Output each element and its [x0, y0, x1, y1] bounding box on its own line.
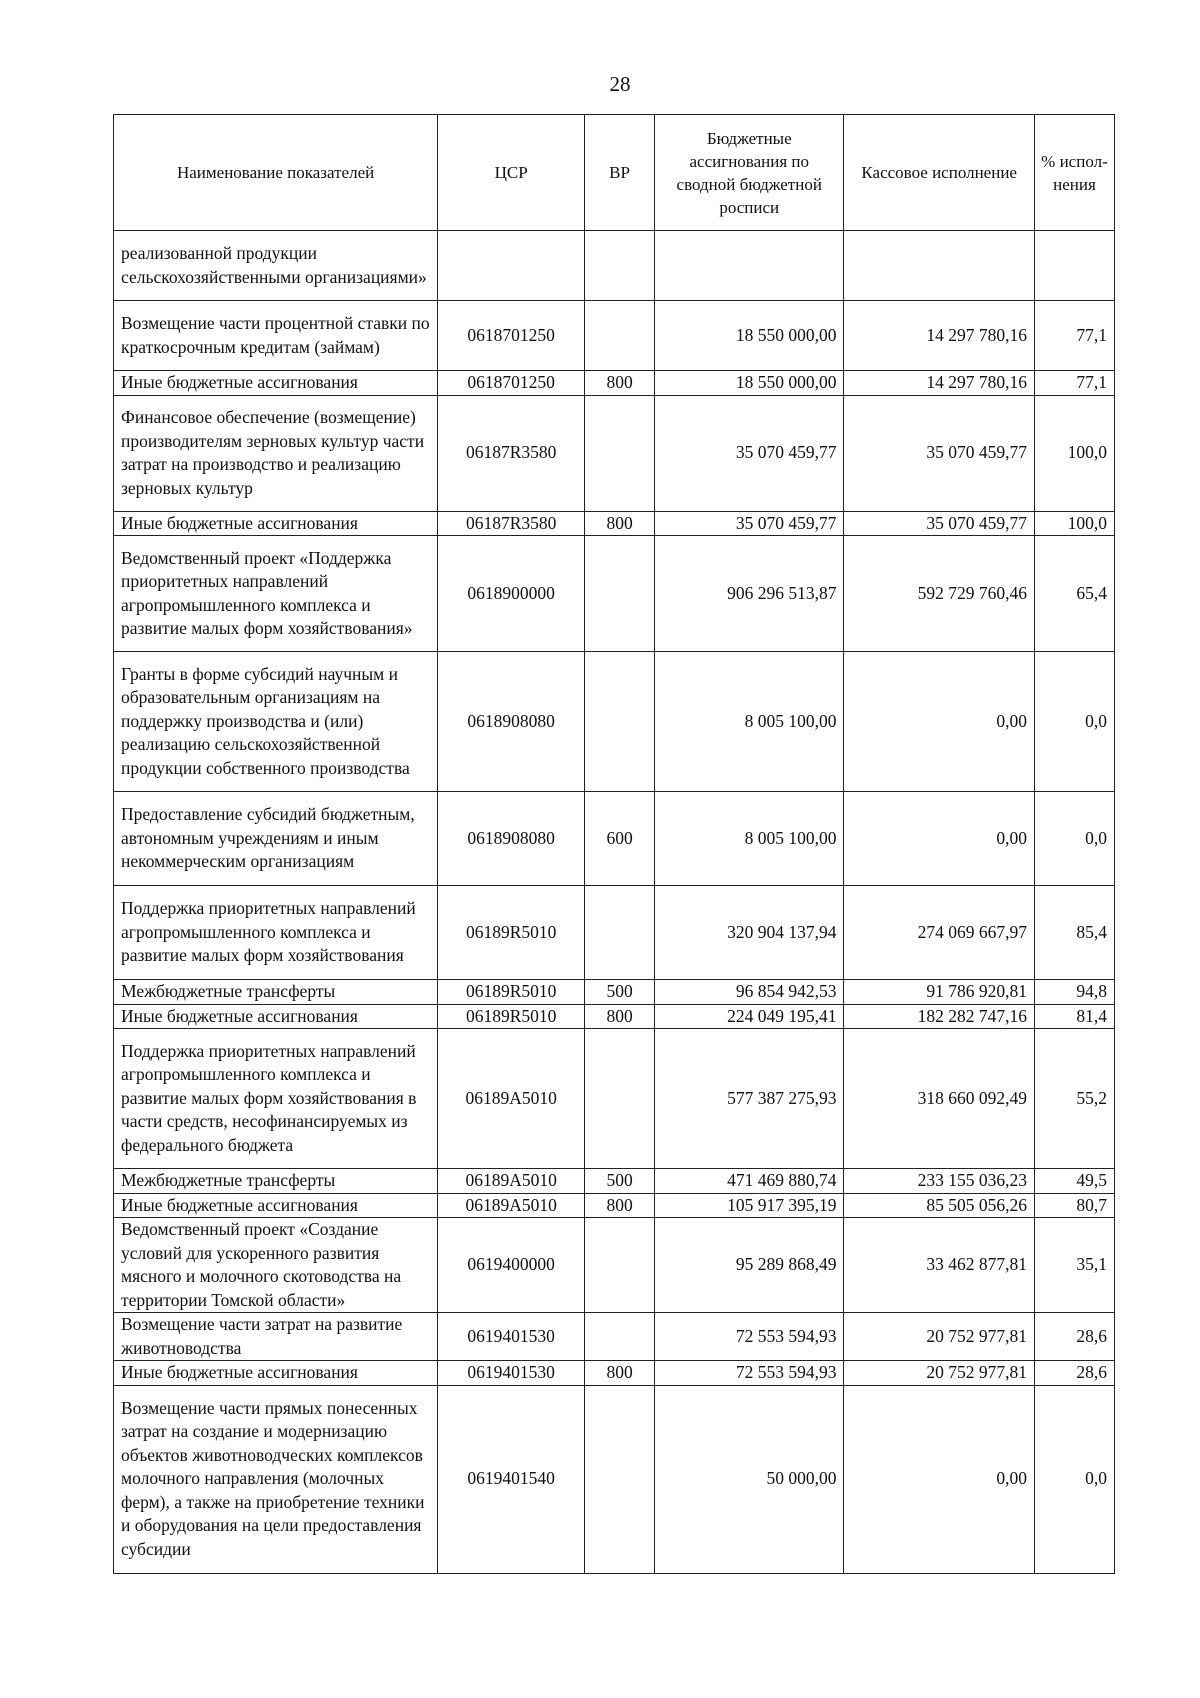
row-pct: 77,1 — [1034, 301, 1114, 371]
table-row — [114, 792, 1115, 886]
row-cash: 233 155 036,23 — [844, 1169, 1034, 1194]
row-name: Иные бюджетные ассигнования — [114, 1361, 438, 1386]
row-name: Возмещение части прямых понесенных затрат на создание и модернизацию объектов животноводческих комплексов молочного направления (молочных ферм), а также на приобретение техники и оборудования на цели предоставления субсидии — [114, 1385, 438, 1573]
row-name: Иные бюджетные ассигнования — [114, 511, 438, 536]
row-csr: 06189A5010 — [438, 1193, 585, 1218]
row-budget — [655, 231, 844, 301]
row-pct: 28,6 — [1034, 1313, 1114, 1361]
row-csr: 0619401530 — [438, 1361, 585, 1386]
row-budget: 35 070 459,77 — [655, 395, 844, 511]
row-vr — [585, 231, 655, 301]
row-pct: 35,1 — [1034, 1218, 1114, 1313]
table-row — [114, 301, 1115, 371]
row-pct: 85,4 — [1034, 886, 1114, 980]
row-csr: 0618908080 — [438, 652, 585, 792]
table-row — [114, 886, 1115, 980]
row-pct — [1034, 231, 1114, 301]
row-pct: 0,0 — [1034, 652, 1114, 792]
header-cash: Кассовое исполнение — [844, 115, 1034, 231]
row-vr — [585, 1218, 655, 1313]
row-vr: 800 — [585, 1004, 655, 1029]
row-budget: 8 005 100,00 — [655, 652, 844, 792]
row-pct: 65,4 — [1034, 536, 1114, 652]
row-name: Гранты в форме субсидий научным и образовательным организациям на поддержку производства и (или) реализацию сельскохозяйственной продукции собственного производства — [114, 652, 438, 792]
row-pct: 100,0 — [1034, 511, 1114, 536]
header-name: Наименование показателей — [114, 115, 438, 231]
row-csr: 0619401540 — [438, 1385, 585, 1573]
table-row — [114, 1029, 1115, 1169]
header-budget: Бюджетные ассигнования по сводной бюджетной росписи — [655, 115, 844, 231]
table-row — [114, 536, 1115, 652]
row-cash: 592 729 760,46 — [844, 536, 1034, 652]
row-csr: 06189R5010 — [438, 1004, 585, 1029]
row-cash: 0,00 — [844, 1385, 1034, 1573]
row-vr — [585, 1385, 655, 1573]
row-budget: 906 296 513,87 — [655, 536, 844, 652]
row-pct: 55,2 — [1034, 1029, 1114, 1169]
table-body — [114, 231, 1115, 1574]
row-budget: 72 553 594,93 — [655, 1313, 844, 1361]
row-vr — [585, 652, 655, 792]
row-vr — [585, 301, 655, 371]
row-cash: 20 752 977,81 — [844, 1361, 1034, 1386]
row-budget: 224 049 195,41 — [655, 1004, 844, 1029]
row-name: Ведомственный проект «Поддержка приоритетных направлений агропромышленного комплекса и развитие малых форм хозяйствования» — [114, 536, 438, 652]
row-cash: 20 752 977,81 — [844, 1313, 1034, 1361]
row-budget: 18 550 000,00 — [655, 371, 844, 396]
row-name: реализованной продукции сельскохозяйственными организациями» — [114, 231, 438, 301]
row-vr — [585, 395, 655, 511]
row-name: Возмещение части процентной ставки по краткосрочным кредитам (займам) — [114, 301, 438, 371]
table-row — [114, 1385, 1115, 1573]
row-name: Поддержка приоритетных направлений агропромышленного комплекса и развитие малых форм хозяйствования — [114, 886, 438, 980]
row-cash: 14 297 780,16 — [844, 301, 1034, 371]
row-vr — [585, 536, 655, 652]
row-pct: 28,6 — [1034, 1361, 1114, 1386]
table-row — [114, 1169, 1115, 1194]
row-vr: 500 — [585, 980, 655, 1005]
row-cash: 91 786 920,81 — [844, 980, 1034, 1005]
row-vr: 500 — [585, 1169, 655, 1194]
row-budget: 320 904 137,94 — [655, 886, 844, 980]
row-pct: 81,4 — [1034, 1004, 1114, 1029]
row-pct: 0,0 — [1034, 792, 1114, 886]
row-cash: 0,00 — [844, 792, 1034, 886]
row-csr: 06189R5010 — [438, 886, 585, 980]
row-csr: 06189A5010 — [438, 1029, 585, 1169]
row-name: Межбюджетные трансферты — [114, 1169, 438, 1194]
row-cash: 14 297 780,16 — [844, 371, 1034, 396]
page-number: 28 — [609, 72, 631, 96]
header-csr: ЦСР — [438, 115, 585, 231]
row-name: Предоставление субсидий бюджетным, автономным учреждениям и иным некоммерческим организациям — [114, 792, 438, 886]
row-vr: 800 — [585, 1361, 655, 1386]
budget-table — [113, 114, 1115, 1574]
table-row — [114, 652, 1115, 792]
row-pct: 0,0 — [1034, 1385, 1114, 1573]
row-cash: 35 070 459,77 — [844, 395, 1034, 511]
header-pct: % испол-нения — [1034, 115, 1114, 231]
row-name: Финансовое обеспечение (возмещение) производителям зерновых культур части затрат на производство и реализацию зерновых культур — [114, 395, 438, 511]
row-name: Возмещение части затрат на развитие животноводства — [114, 1313, 438, 1361]
table-header — [114, 115, 1115, 231]
row-csr: 06187R3580 — [438, 395, 585, 511]
row-budget: 471 469 880,74 — [655, 1169, 844, 1194]
row-name: Межбюджетные трансферты — [114, 980, 438, 1005]
row-budget: 95 289 868,49 — [655, 1218, 844, 1313]
row-cash — [844, 231, 1034, 301]
row-name: Иные бюджетные ассигнования — [114, 1004, 438, 1029]
row-budget: 72 553 594,93 — [655, 1361, 844, 1386]
row-budget: 35 070 459,77 — [655, 511, 844, 536]
table-row — [114, 1218, 1115, 1313]
row-name: Поддержка приоритетных направлений агропромышленного комплекса и развитие малых форм хозяйствования в части средств, несофинансируемых из федерального бюджета — [114, 1029, 438, 1169]
table-row — [114, 371, 1115, 396]
table-row — [114, 231, 1115, 301]
row-csr: 06187R3580 — [438, 511, 585, 536]
table-row — [114, 1193, 1115, 1218]
row-budget: 18 550 000,00 — [655, 301, 844, 371]
row-vr — [585, 886, 655, 980]
table-row — [114, 1361, 1115, 1386]
row-csr: 06189A5010 — [438, 1169, 585, 1194]
row-budget: 577 387 275,93 — [655, 1029, 844, 1169]
table-row — [114, 511, 1115, 536]
row-budget: 96 854 942,53 — [655, 980, 844, 1005]
row-csr — [438, 231, 585, 301]
row-budget: 105 917 395,19 — [655, 1193, 844, 1218]
row-name: Иные бюджетные ассигнования — [114, 371, 438, 396]
row-vr: 800 — [585, 371, 655, 396]
row-pct: 94,8 — [1034, 980, 1114, 1005]
header-vr: ВР — [585, 115, 655, 231]
row-vr: 800 — [585, 511, 655, 536]
row-cash: 0,00 — [844, 652, 1034, 792]
row-pct: 80,7 — [1034, 1193, 1114, 1218]
row-csr: 0618701250 — [438, 371, 585, 396]
row-vr: 800 — [585, 1193, 655, 1218]
row-pct: 49,5 — [1034, 1169, 1114, 1194]
row-csr: 0619400000 — [438, 1218, 585, 1313]
row-pct: 77,1 — [1034, 371, 1114, 396]
row-cash: 318 660 092,49 — [844, 1029, 1034, 1169]
row-cash: 274 069 667,97 — [844, 886, 1034, 980]
table-row — [114, 395, 1115, 511]
row-cash: 85 505 056,26 — [844, 1193, 1034, 1218]
row-budget: 50 000,00 — [655, 1385, 844, 1573]
row-cash: 182 282 747,16 — [844, 1004, 1034, 1029]
row-csr: 06189R5010 — [438, 980, 585, 1005]
row-budget: 8 005 100,00 — [655, 792, 844, 886]
table-row — [114, 1004, 1115, 1029]
row-name: Ведомственный проект «Создание условий для ускоренного развития мясного и молочного скотоводства на территории Томской области» — [114, 1218, 438, 1313]
row-vr: 600 — [585, 792, 655, 886]
row-csr: 0618900000 — [438, 536, 585, 652]
row-csr: 0618701250 — [438, 301, 585, 371]
row-csr: 0618908080 — [438, 792, 585, 886]
row-vr — [585, 1313, 655, 1361]
table-row — [114, 980, 1115, 1005]
row-name: Иные бюджетные ассигнования — [114, 1193, 438, 1218]
row-cash: 35 070 459,77 — [844, 511, 1034, 536]
row-cash: 33 462 877,81 — [844, 1218, 1034, 1313]
row-pct: 100,0 — [1034, 395, 1114, 511]
table-row — [114, 1313, 1115, 1361]
row-csr: 0619401530 — [438, 1313, 585, 1361]
row-vr — [585, 1029, 655, 1169]
